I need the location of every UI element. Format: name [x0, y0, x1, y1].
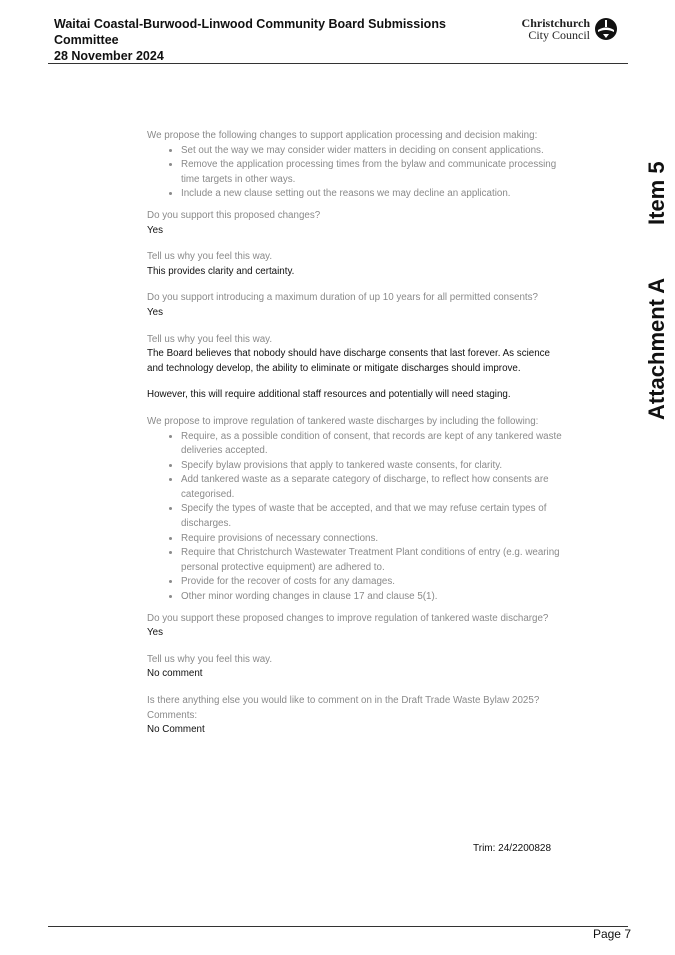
section4-comments-label: Comments: — [147, 709, 198, 721]
document-header — [54, 16, 454, 64]
section1-intro: We propose the following changes to support application processing and decision making: — [147, 130, 538, 141]
list-item: • Require that Christchurch Wastewater Treatment Plant conditions of entry (e.g. wearing personal protective equipment) are adhered to. — [181, 546, 567, 575]
section4-question: Is there anything else you would like to comment on in the Draft Trade Waste Bylaw 2025? — [147, 695, 540, 706]
list-item: • Require, as a possible condition of consent, that records are kept of any tankered waste deliveries accepted. — [181, 430, 567, 459]
section1-answer: Yes — [147, 224, 163, 236]
trim-reference: Trim: 24/2200828 — [473, 843, 552, 854]
section1-bullets — [147, 144, 567, 202]
header-title-line1: Waitai Coastal-Burwood-Linwood Community Board Submissions — [54, 17, 446, 31]
list-item: • Specify bylaw provisions that apply to tankered waste consents, for clarity. — [181, 459, 567, 474]
header-rule — [48, 63, 628, 64]
section2-question: Do you support introducing a maximum duration of up 10 years for all permitted consents? — [147, 292, 538, 304]
list-item: • Remove the application processing times from the bylaw and communicate processing time targets in other ways. — [181, 158, 567, 187]
header-date: 28 November 2024 — [54, 49, 164, 63]
list-item: • Other minor wording changes in clause 17 and clause 5(1). — [181, 590, 567, 605]
item-label: Item 5 — [644, 161, 669, 225]
list-item: • Add tankered waste as a separate category of discharge, to reflect how consents are categorised. — [181, 473, 567, 502]
section3-intro: We propose to improve regulation of tankered waste discharges by including the following: — [147, 415, 539, 427]
section3-question: Do you support these proposed changes to improve regulation of tankered waste discharge? — [147, 612, 549, 624]
section1-why-label: Tell us why you feel this way. — [147, 251, 273, 263]
section2-why-label: Tell us why you feel this way. — [147, 333, 273, 345]
submission-content — [147, 129, 567, 738]
section2-answer: Yes — [147, 306, 163, 318]
council-emblem-icon — [594, 17, 618, 41]
list-item: • Provide for the recover of costs for any damages. — [181, 575, 567, 590]
section2-why-answer-p1: The Board believes that nobody should have discharge consents that last forever. As science and technology develop, the ability to eliminate or mitigate discharges should improve. — [147, 348, 551, 374]
section3-bullets — [147, 430, 567, 605]
logo-line2: City Council — [528, 28, 590, 42]
side-label — [644, 155, 672, 425]
section3-why-answer: No comment — [147, 668, 203, 680]
footer-rule — [48, 926, 628, 927]
header-title-line2: Committee — [54, 33, 119, 47]
list-item: • Specify the types of waste that be accepted, and that we may refuse certain types of discharges. — [181, 502, 567, 531]
list-item: • Require provisions of necessary connections. — [181, 532, 567, 547]
section3-answer: Yes — [147, 627, 163, 639]
page-number: Page 7 — [592, 927, 631, 941]
section1-why-answer: This provides clarity and certainty. — [147, 265, 295, 277]
section2-why-answer-p2: However, this will require additional staff resources and potentially will need staging. — [147, 389, 511, 401]
list-item: • Include a new clause setting out the reasons we may decline an application. — [181, 187, 567, 202]
attachment-label: Attachment A — [644, 277, 669, 420]
council-logo — [514, 17, 618, 43]
list-item: • Set out the way we may consider wider matters in deciding on consent applications. — [181, 144, 567, 159]
logo-line1: Christchurch — [521, 16, 590, 30]
section1-question: Do you support this proposed changes? — [147, 209, 321, 221]
section3-why-label: Tell us why you feel this way. — [147, 653, 273, 665]
section4-answer: No Comment — [147, 724, 205, 736]
